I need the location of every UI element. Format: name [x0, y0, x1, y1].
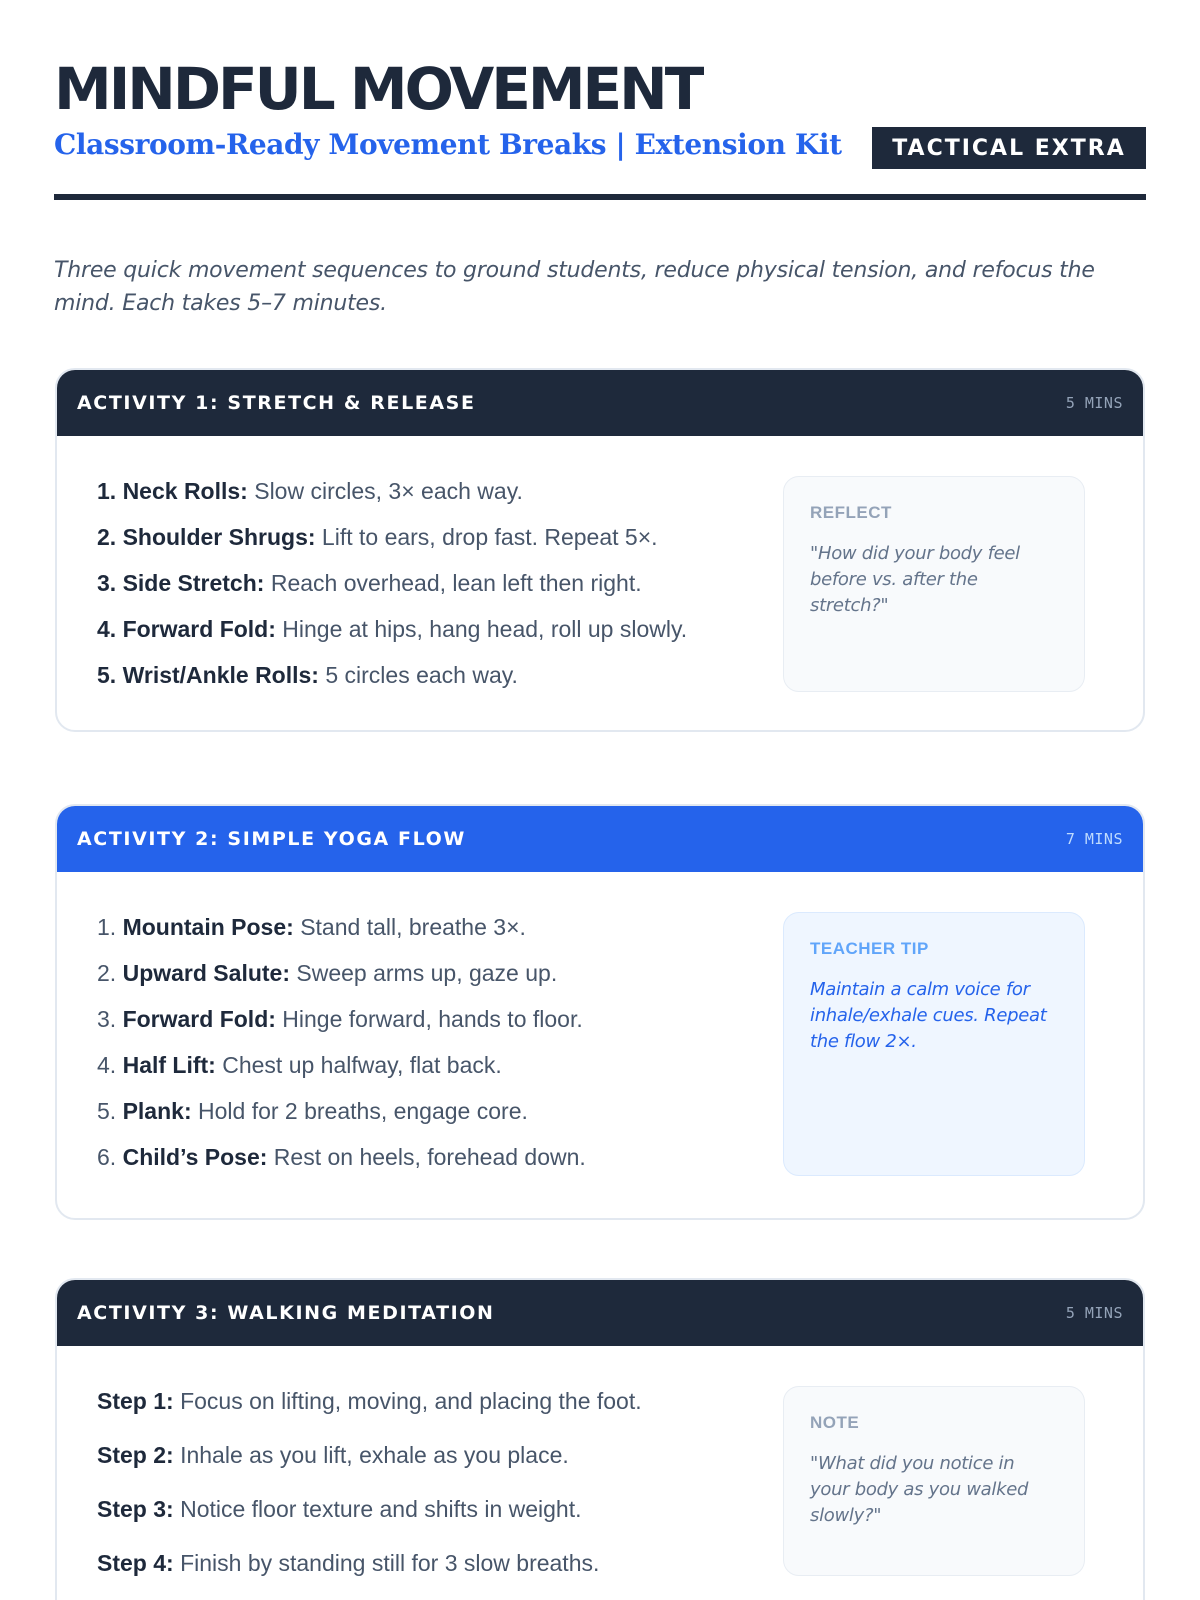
page-subtitle: Classroom-Ready Movement Breaks | Extension Kit	[54, 128, 842, 161]
callout-text: "What did you notice in your body as you walked slowly?"	[810, 1453, 1029, 1526]
list-item: Step 1: Focus on lifting, moving, and placing the foot.	[97, 1388, 642, 1414]
list-item: 1. Mountain Pose: Stand tall, breathe 3×.	[97, 914, 526, 940]
activity-title: ACTIVITY 2: SIMPLE YOGA FLOW	[77, 828, 466, 850]
activity-steps	[97, 1388, 642, 1577]
list-item: Step 3: Notice floor texture and shifts in weight.	[97, 1496, 582, 1522]
activity-duration: 7 MINS	[1065, 830, 1123, 848]
teacher-tip-callout	[783, 912, 1085, 1176]
activity-title: ACTIVITY 3: WALKING MEDITATION	[77, 1302, 495, 1324]
activity-card-3	[55, 1278, 1145, 1600]
callout-label: REFLECT	[810, 503, 892, 522]
list-item: 5. Plank: Hold for 2 breaths, engage core.	[97, 1098, 528, 1124]
note-callout	[783, 1386, 1085, 1576]
intro-text: Three quick movement sequences to ground students, reduce physical tension, and refocus the mind. Each takes 5–7 minutes.	[54, 258, 1095, 316]
list-item: 4. Forward Fold: Hinge at hips, hang head, roll up slowly.	[97, 616, 688, 642]
list-item: 4. Half Lift: Chest up halfway, flat back.	[97, 1052, 502, 1078]
callout-label: NOTE	[810, 1413, 860, 1432]
list-item: 5. Wrist/Ankle Rolls: 5 circles each way.	[97, 662, 518, 688]
list-item: Step 2: Inhale as you lift, exhale as you place.	[97, 1442, 569, 1468]
list-item: 3. Forward Fold: Hinge forward, hands to floor.	[97, 1006, 583, 1032]
reflect-callout	[783, 476, 1085, 692]
activity-card-1	[55, 368, 1145, 732]
callout-text: Maintain a calm voice for inhale/exhale cues. Repeat the flow 2×.	[810, 979, 1047, 1052]
tactical-extra-badge: TACTICAL EXTRA	[872, 127, 1146, 169]
activity-card-2	[55, 804, 1145, 1220]
callout-label: TEACHER TIP	[810, 939, 929, 958]
list-item: 2. Shoulder Shrugs: Lift to ears, drop fast. Repeat 5×.	[97, 524, 658, 550]
list-item: 3. Side Stretch: Reach overhead, lean left then right.	[97, 570, 642, 596]
list-item: 2. Upward Salute: Sweep arms up, gaze up.	[97, 960, 558, 986]
activity-duration: 5 MINS	[1065, 394, 1123, 412]
activity-steps	[97, 914, 586, 1171]
header-divider	[54, 194, 1146, 200]
list-item: 1. Neck Rolls: Slow circles, 3× each way.	[97, 478, 523, 504]
callout-text: "How did your body feel before vs. after the stretch?"	[810, 543, 1020, 616]
list-item: Step 4: Finish by standing still for 3 slow breaths.	[97, 1550, 600, 1576]
page-title: MINDFUL MOVEMENT	[54, 55, 702, 123]
activity-duration: 5 MINS	[1065, 1304, 1123, 1322]
header	[54, 54, 1146, 200]
activity-steps	[97, 478, 687, 689]
activity-header	[57, 806, 1143, 872]
activity-title: ACTIVITY 1: STRETCH & RELEASE	[77, 392, 476, 414]
activity-header	[57, 1280, 1143, 1346]
activity-header	[57, 370, 1143, 436]
list-item: 6. Child’s Pose: Rest on heels, forehead down.	[97, 1144, 586, 1170]
